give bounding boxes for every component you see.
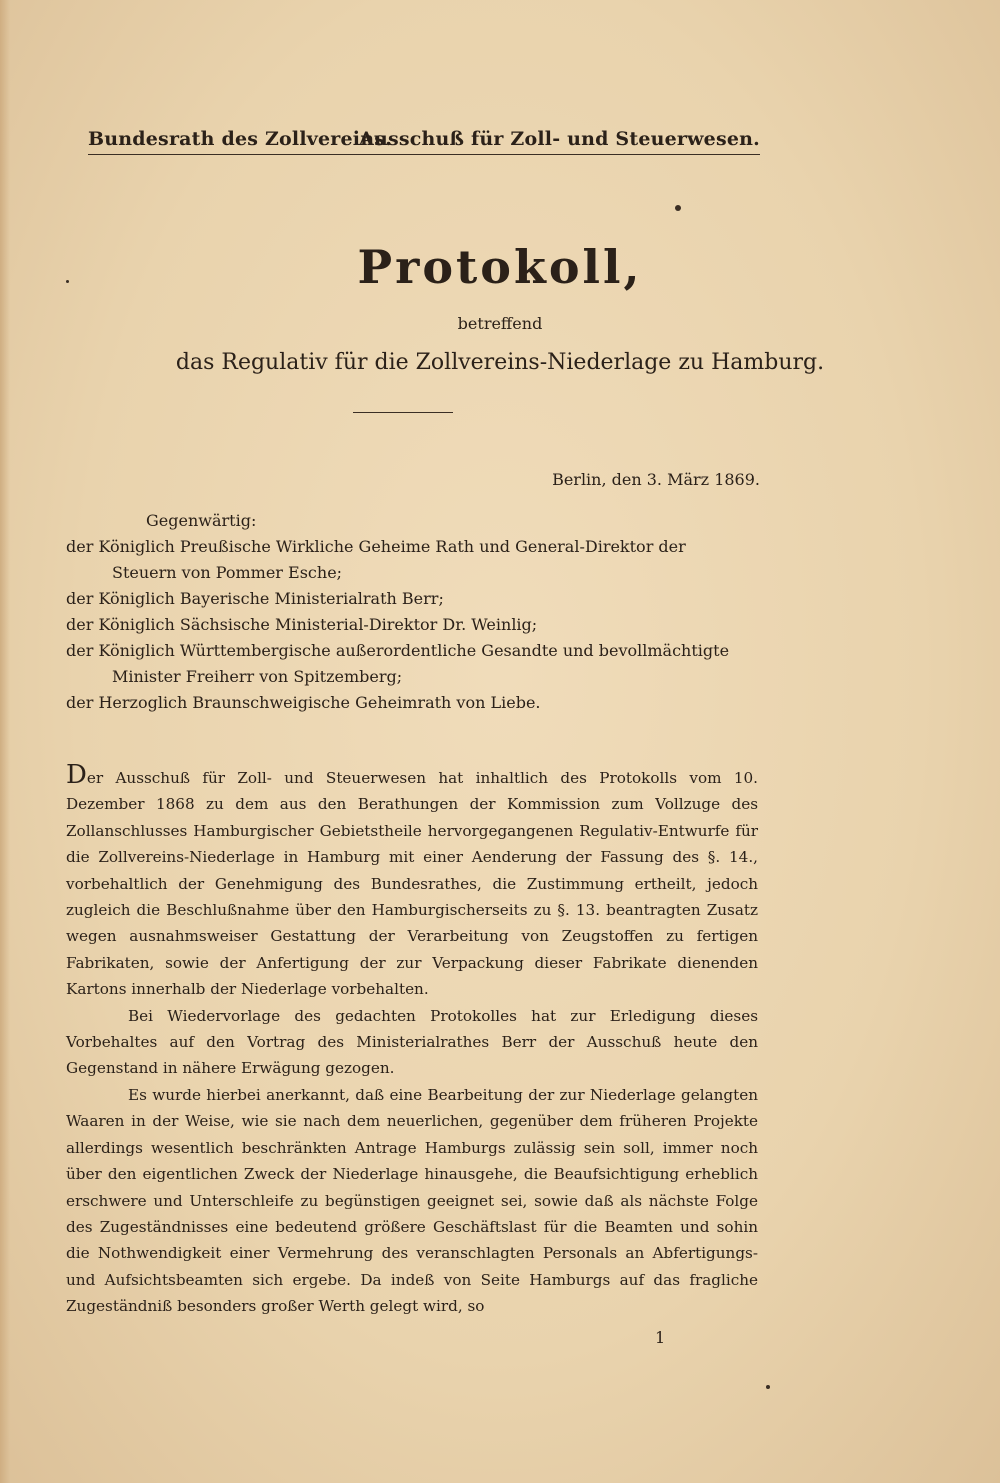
header-right: Ausschuß für Zoll- und Steuerwesen. — [359, 128, 760, 155]
attendee-line: der Königlich Sächsische Ministerial-Direktor Dr. Weinlig; — [66, 615, 538, 634]
attendee-line: der Herzoglich Braunschweigische Geheimrath von Liebe. — [66, 693, 541, 712]
attendee-line: Minister Freiherr von Spitzemberg; — [112, 667, 403, 686]
attendee-line: der Königlich Bayerische Ministerialrath Berr; — [66, 589, 444, 608]
attendees-block — [66, 508, 766, 716]
body-text — [66, 760, 758, 1320]
header-left: Bundesrath des Zollvereins. — [88, 128, 392, 155]
paragraph: Bei Wiedervorlage des gedachten Protokolles hat zur Erledigung dieses Vorbehaltes auf den Vortrag des Ministerialrathes Berr der Ausschuß heute den Gegenstand in nähere Erwägung gezogen. — [66, 1006, 758, 1078]
attendee-line: der Königlich Preußische Wirkliche Geheime Rath und General-Direktor der — [66, 537, 686, 556]
attendees-label: Gegenwärtig: — [146, 511, 257, 530]
page-title: Protokoll, — [357, 240, 643, 294]
ink-speck — [675, 205, 681, 211]
attendee-line: der Königlich Württembergische außerordentliche Gesandte und bevollmächtigte — [66, 641, 730, 660]
page-subject: das Regulativ für die Zollvereins-Niederlage zu Hamburg. — [175, 350, 825, 375]
dateline: Berlin, den 3. März 1869. — [552, 470, 760, 489]
attendee-line: Steuern von Pommer Esche; — [112, 563, 343, 582]
page-number: 1 — [655, 1328, 666, 1347]
ink-speck — [766, 1385, 770, 1389]
paragraph: Der Ausschuß für Zoll- und Steuerwesen hat inhaltlich des Protokolls vom 10. Dezember 1868 zu dem aus den Berathungen der Kommission zum Vollzuge des Zollanschlusses Hamburgischer Gebietstheile hervorgegangenen Regulativ-Entwurfe für die Zollvereins-Niederlage in Hamburg mit einer Aenderung der Fassung des §. 14., vorbehaltlich der Genehmigung des Bundesrathes, die Zustimmung ertheilt, jedoch zugleich die Beschlußnahme über den Hamburgischerseits zu §. 13. beantragten Zusatz wegen ausnahmsweiser Gestattung der Verarbeitung von Zeugstoffen zu fertigen Fabrikaten, sowie der Anfertigung der zur Verpackung dieser Fabrikate dienenden Kartons innerhalb der Niederlage vorbehalten. — [66, 760, 758, 999]
divider-rule — [353, 412, 453, 413]
paragraph: Es wurde hierbei anerkannt, daß eine Bearbeitung der zur Niederlage gelangten Waaren in der Weise, wie sie nach dem neuerlichen, gegenüber dem früheren Projekte allerdings wesentlich beschränkten Antrage Hamburgs zulässig sein soll, immer noch über den eigentlichen Zweck der Niederlage hinausgehe, die Beaufsichtigung erheblich erschwere und Unterschleife zu begünstigen geeignet sei, sowie daß als nächste Folge des Zugeständnisses eine bedeutend größere Geschäftslast für die Beamten und sohin die Nothwendigkeit einer Vermehrung des veranschlagten Personals an Abfertigungs- und Aufsichtsbeamten sich ergebe. Da indeß von Seite Hamburgs auf das fragliche Zugeständniß besonders großer Werth gelegt wird, so — [66, 1085, 758, 1316]
page-subtitle: betreffend — [457, 314, 543, 333]
